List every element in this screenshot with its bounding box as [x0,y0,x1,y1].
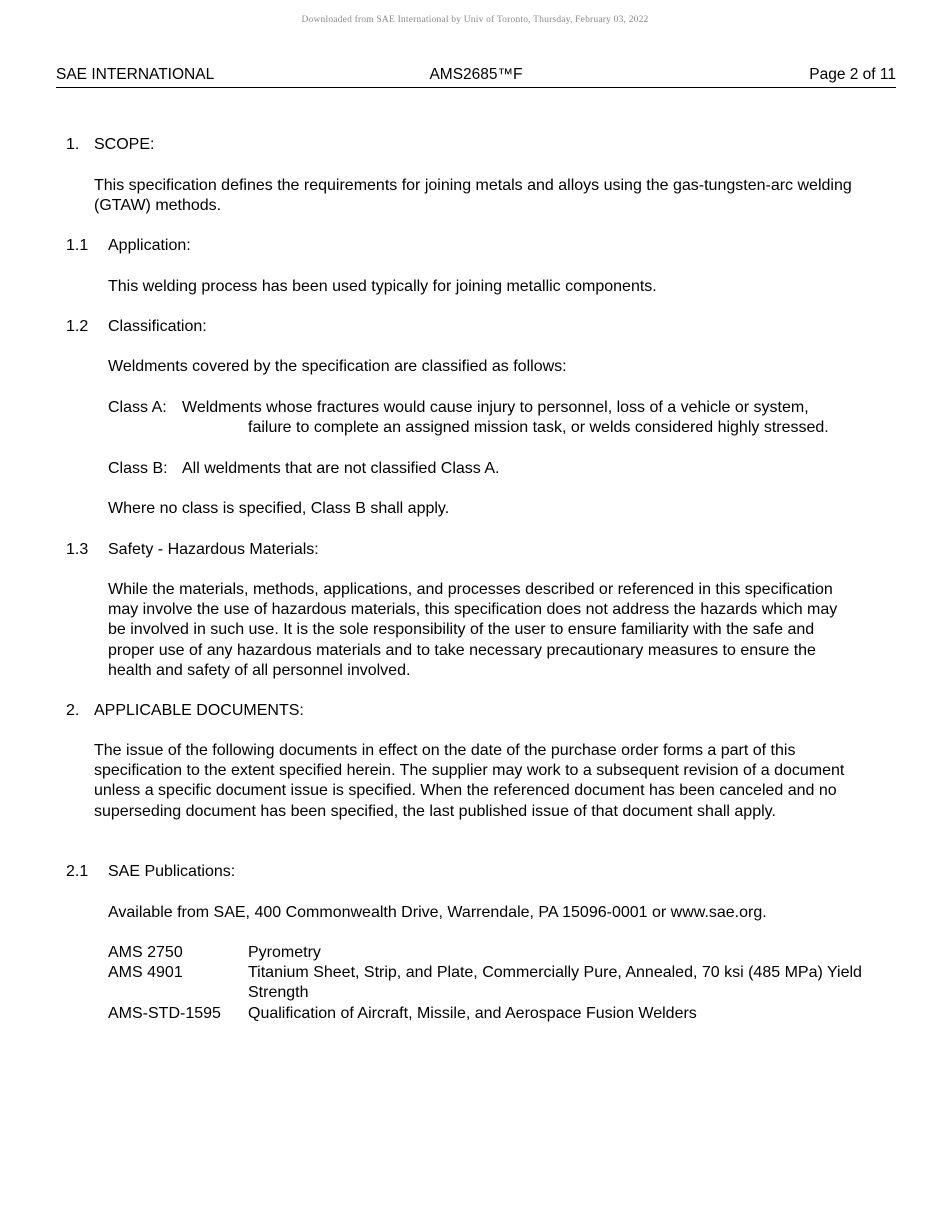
section-2-1-number: 2.1 [66,863,89,880]
reference-document-code: AMS-STD-1595 [108,1005,221,1022]
reference-document-code: AMS 2750 [108,944,183,961]
section-2-text: The issue of the following documents in effect on the date of the purchase order forms a part of this specification to the extent specified herein. The supplier may work to a subsequent revision of a document unless a specific document issue is specified. When the referenced document has been canceled and no superseding document has been specified, the last published issue of that document shall apply. [94,742,845,820]
reference-document-title: Qualification of Aircraft, Missile, and Aerospace Fusion Welders [248,1005,697,1022]
section-1-text: This specification defines the requirements for joining metals and alloys using the gas-tungsten-arc welding (GTAW) methods. [94,177,852,215]
class-b-text: All weldments that are not classified Class A. [182,460,500,477]
header-organization: SAE INTERNATIONAL [56,66,215,83]
section-2-title: APPLICABLE DOCUMENTS: [94,702,304,719]
class-a-label: Class A: [108,399,167,416]
section-1-1-text: This welding process has been used typically for joining metallic components. [108,278,657,295]
page-header [56,66,896,88]
header-document-id: AMS2685™F [429,66,523,83]
section-1-number: 1. [66,136,80,153]
section-1-2-title: Classification: [108,318,207,335]
reference-document-title: Titanium Sheet, Strip, and Plate, Commercially Pure, Annealed, 70 ksi (485 MPa) Yield Strength [248,964,862,1002]
default-class-note: Where no class is specified, Class B shall apply. [108,500,450,517]
section-1-title: SCOPE: [94,136,155,153]
section-1-3-text: While the materials, methods, applications, and processes described or referenced in this specification may involve the use of hazardous materials, this specification does not address the hazards which may be involved in such use. It is the sole responsibility of the user to ensure familiarity with the safe and proper use of any hazardous materials and to take necessary precautionary measures to ensure the health and safety of all personnel involved. [108,581,838,679]
section-1-1-number: 1.1 [66,237,89,254]
section-1-3-title: Safety - Hazardous Materials: [108,541,319,558]
download-watermark: Downloaded from SAE International by Univ of Toronto, Thursday, February 03, 2022 [301,15,649,25]
classification-intro: Weldments covered by the specification are classified as follows: [108,358,567,375]
reference-document-code: AMS 4901 [108,964,183,981]
class-b-label: Class B: [108,460,168,477]
header-page-number: Page 2 of 11 [809,66,896,83]
section-1-2-number: 1.2 [66,318,89,335]
class-a-line-2: failure to complete an assigned mission task, or welds considered highly stressed. [248,419,829,436]
section-2-number: 2. [66,702,80,719]
section-2-1-title: SAE Publications: [108,863,236,880]
section-1-1-title: Application: [108,237,191,254]
class-a-line-1: Weldments whose fractures would cause injury to personnel, loss of a vehicle or system, [182,399,809,416]
reference-document-title: Pyrometry [248,944,321,961]
sae-availability: Available from SAE, 400 Commonwealth Drive, Warrendale, PA 15096-0001 or www.sae.org. [108,904,767,921]
section-1-3-number: 1.3 [66,541,89,558]
